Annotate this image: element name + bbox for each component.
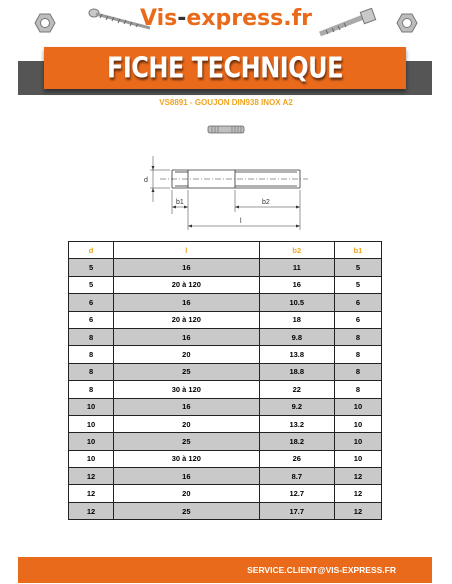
cell-d: 8: [69, 381, 114, 398]
col-header-b1: b1: [334, 242, 381, 259]
cell-l: 16: [114, 259, 260, 276]
dim-label-b1: b1: [176, 199, 184, 206]
dim-label-d: d: [144, 177, 148, 184]
cell-b2: 13.2: [259, 415, 334, 432]
cell-d: 10: [69, 398, 114, 415]
table-row: [69, 294, 382, 311]
table-row: [69, 311, 382, 328]
cell-l: 25: [114, 363, 260, 380]
cell-b1: 10: [334, 433, 381, 450]
cell-b2: 13.8: [259, 346, 334, 363]
cell-l: 20 à 120: [114, 311, 260, 328]
cell-l: 20: [114, 415, 260, 432]
cell-l: 30 à 120: [114, 381, 260, 398]
cell-b1: 10: [334, 398, 381, 415]
table-row: [69, 363, 382, 380]
cell-b1: 10: [334, 450, 381, 467]
cell-l: 30 à 120: [114, 450, 260, 467]
cell-d: 6: [69, 311, 114, 328]
technical-drawing: [140, 150, 310, 232]
cell-b2: 12.7: [259, 485, 334, 502]
cell-l: 20: [114, 346, 260, 363]
cell-d: 8: [69, 346, 114, 363]
cell-l: 16: [114, 294, 260, 311]
col-header-b2: b2: [259, 242, 334, 259]
logo-dash: -: [177, 6, 187, 31]
table-row: [69, 346, 382, 363]
cell-b1: 5: [334, 276, 381, 293]
cell-d: 8: [69, 328, 114, 345]
cell-b1: 12: [334, 468, 381, 485]
cell-b2: 18: [259, 311, 334, 328]
cell-b1: 8: [334, 381, 381, 398]
table-row: [69, 450, 382, 467]
cell-d: 12: [69, 502, 114, 519]
cell-d: 10: [69, 450, 114, 467]
cell-b2: 22: [259, 381, 334, 398]
table-row: [69, 415, 382, 432]
cell-b1: 6: [334, 311, 381, 328]
cell-l: 25: [114, 433, 260, 450]
cell-b1: 5: [334, 259, 381, 276]
cell-b2: 10.5: [259, 294, 334, 311]
logo-rest: express.fr: [186, 6, 313, 31]
title-banner: [44, 47, 406, 89]
cell-l: 16: [114, 328, 260, 345]
table-row: [69, 276, 382, 293]
cell-d: 8: [69, 363, 114, 380]
cell-d: 10: [69, 415, 114, 432]
col-header-l: l: [114, 242, 260, 259]
table-row: [69, 468, 382, 485]
cell-l: 16: [114, 468, 260, 485]
brand-logo[interactable]: [0, 6, 452, 31]
cell-b2: 11: [259, 259, 334, 276]
table-row: [69, 433, 382, 450]
cell-b2: 9.2: [259, 398, 334, 415]
cell-b1: 12: [334, 485, 381, 502]
cell-b1: 6: [334, 294, 381, 311]
cell-d: 5: [69, 276, 114, 293]
table-header-row: [69, 242, 382, 259]
dim-label-l: l: [240, 218, 242, 225]
product-subtitle: VS8891 - GOUJON DIN938 INOX A2: [159, 98, 293, 107]
footer-bar: [18, 557, 432, 583]
cell-d: 6: [69, 294, 114, 311]
cell-b1: 8: [334, 346, 381, 363]
cell-b2: 9.8: [259, 328, 334, 345]
cell-d: 12: [69, 468, 114, 485]
cell-b1: 12: [334, 502, 381, 519]
cell-b2: 17.7: [259, 502, 334, 519]
cell-b1: 8: [334, 328, 381, 345]
cell-d: 5: [69, 259, 114, 276]
cell-b2: 8.7: [259, 468, 334, 485]
cell-l: 16: [114, 398, 260, 415]
table-row: [69, 381, 382, 398]
cell-b2: 18.2: [259, 433, 334, 450]
cell-d: 12: [69, 485, 114, 502]
cell-b2: 26: [259, 450, 334, 467]
cell-l: 25: [114, 502, 260, 519]
cell-b2: 16: [259, 276, 334, 293]
table-row: [69, 259, 382, 276]
spec-table: [68, 241, 382, 520]
stud-thumbnail: [207, 125, 245, 134]
cell-d: 10: [69, 433, 114, 450]
logo-main: Vis: [139, 6, 178, 31]
table-row: [69, 328, 382, 345]
cell-l: 20 à 120: [114, 276, 260, 293]
cell-l: 20: [114, 485, 260, 502]
cell-b1: 8: [334, 363, 381, 380]
table-row: [69, 398, 382, 415]
col-header-d: d: [69, 242, 114, 259]
table-row: [69, 485, 382, 502]
dim-label-b2: b2: [262, 199, 270, 206]
page-title: FICHE TECHNIQUE: [106, 51, 344, 85]
cell-b2: 18.8: [259, 363, 334, 380]
table-row: [69, 502, 382, 519]
contact-email[interactable]: SERVICE.CLIENT@VIS-EXPRESS.FR: [247, 565, 396, 575]
cell-b1: 10: [334, 415, 381, 432]
